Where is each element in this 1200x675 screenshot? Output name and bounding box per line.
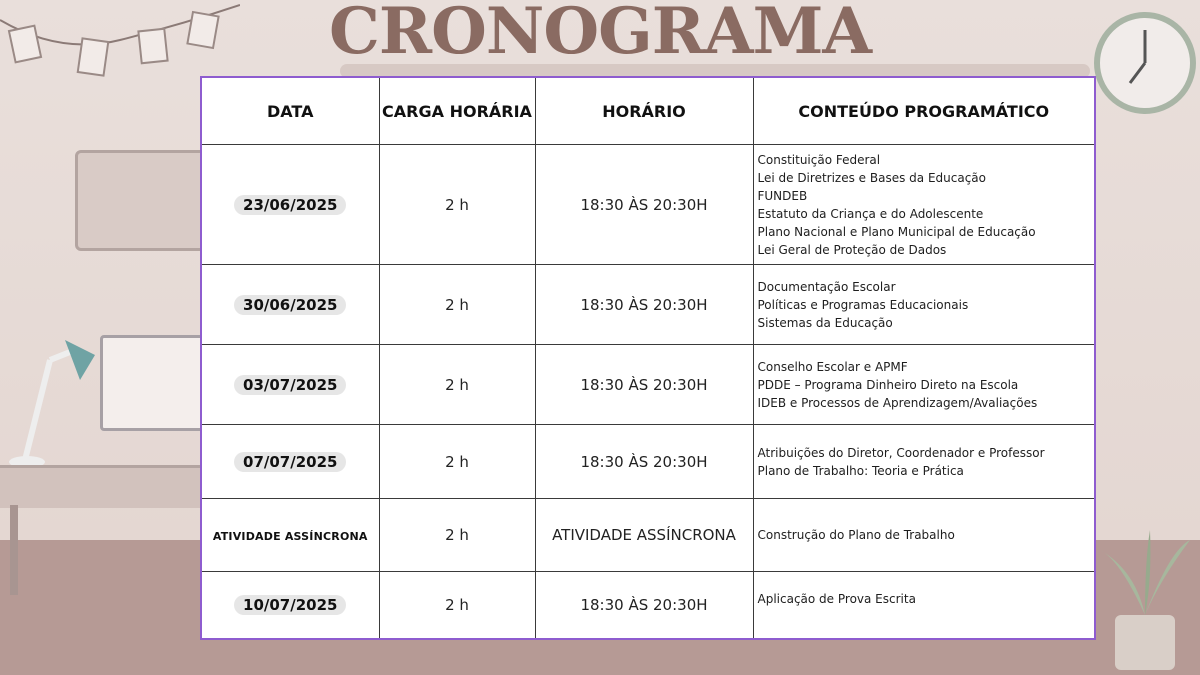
content-list [758,590,1091,608]
content-item: Plano de Trabalho: Teoria e Prática [757,463,964,478]
desk-leg [10,505,18,595]
time-cell: 18:30 ÀS 20:30H [535,425,753,499]
date-cell [201,572,379,639]
date-badge: 30/06/2025 [234,295,346,315]
hours-cell: 2 h [379,499,535,572]
table-row [201,572,1095,639]
content-list [758,151,1091,259]
page-title: CRONOGRAMA [328,0,872,69]
content-cell [753,499,1095,572]
hours-cell: 2 h [379,265,535,345]
monitor-icon [100,335,216,431]
table-row [201,345,1095,425]
header-content: CONTEÚDO PROGRAMÁTICO [753,77,1095,145]
content-cell [753,425,1095,499]
date-badge: 03/07/2025 [234,375,346,395]
content-item: Construção do Plano de Trabalho [757,528,955,542]
hours-cell: 2 h [379,572,535,639]
content-cell [753,265,1095,345]
date-badge: 23/06/2025 [234,195,346,215]
time-cell: 18:30 ÀS 20:30H [535,572,753,639]
content-item: Estatuto da Criança e do Adolescente [757,206,984,221]
content-item: Sistemas da Educação [757,315,893,330]
content-item: IDEB e Processos de Aprendizagem/Avaliações [757,395,1038,410]
content-item: Constituição Federal [757,152,881,167]
content-item: FUNDEB [757,188,808,203]
content-list [758,444,1091,480]
header-time: HORÁRIO [535,77,753,145]
table-row [201,499,1095,572]
content-cell [753,345,1095,425]
date-cell [201,425,379,499]
content-item: Lei Geral de Proteção de Dados [757,242,947,257]
content-list [758,358,1091,412]
content-list [758,526,1091,544]
date-badge: 10/07/2025 [234,595,346,615]
content-item: Atribuições do Diretor, Coordenador e Professor [757,445,1045,460]
content-item: Lei de Diretrizes e Bases da Educação [757,170,986,185]
date-badge: 07/07/2025 [234,452,346,472]
time-cell: 18:30 ÀS 20:30H [535,345,753,425]
date-cell [201,265,379,345]
content-item: PDDE – Programa Dinheiro Direto na Escola [757,377,1019,392]
table-row [201,425,1095,499]
table-row [201,145,1095,265]
date-cell [201,499,379,572]
content-item: Conselho Escolar e APMF [757,359,908,374]
content-item: Plano Nacional e Plano Municipal de Educação [757,224,1036,239]
header-date: DATA [201,77,379,145]
schedule-table [200,76,1096,640]
content-item: Aplicação de Prova Escrita [757,592,916,606]
content-cell [753,572,1095,639]
header-hours: CARGA HORÁRIA [379,77,535,145]
content-list [758,278,1091,332]
content-item: Documentação Escolar [757,279,896,294]
content-cell [753,145,1095,265]
desk [0,465,210,508]
potted-plant-icon [1090,520,1200,675]
date-cell [201,145,379,265]
time-cell: ATIVIDADE ASSÍNCRONA [535,499,753,572]
desk-lamp-icon [5,330,115,470]
hours-cell: 2 h [379,145,535,265]
table-header-row [201,77,1095,145]
pegboard-icon [75,150,216,251]
hours-cell: 2 h [379,425,535,499]
content-item: Políticas e Programas Educacionais [757,297,969,312]
time-cell: 18:30 ÀS 20:30H [535,145,753,265]
table-row [201,265,1095,345]
hours-cell: 2 h [379,345,535,425]
date-cell [201,345,379,425]
time-cell: 18:30 ÀS 20:30H [535,265,753,345]
date-label: ATIVIDADE ASSÍNCRONA [212,530,368,543]
